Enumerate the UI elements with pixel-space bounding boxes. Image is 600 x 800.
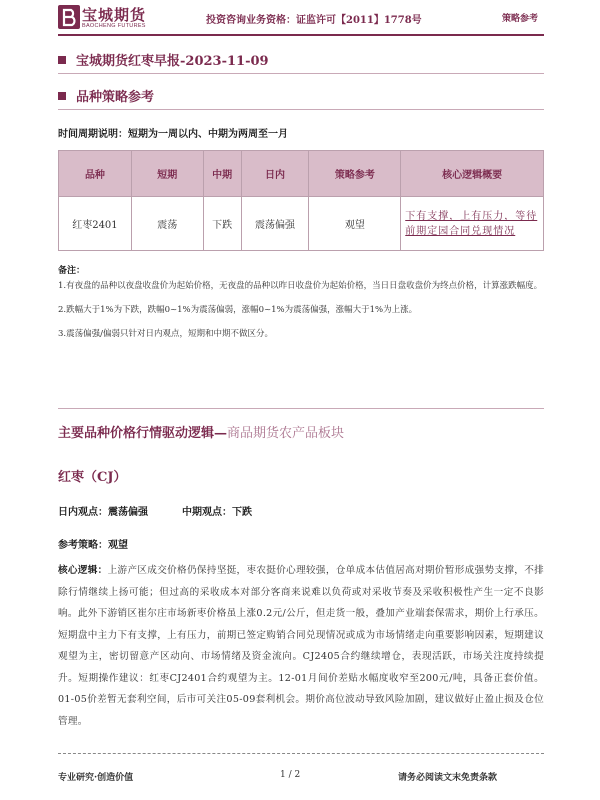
footer-slogan: 专业研究·创造价值 xyxy=(58,773,134,783)
intraday-view-label: 日内观点： xyxy=(58,507,108,518)
company-logo xyxy=(58,4,154,32)
mid-term-cell: 下跌 xyxy=(203,197,241,251)
column-header: 核心逻辑概要 xyxy=(401,151,544,197)
page-number: 1 / 2 xyxy=(280,770,301,780)
logo-text-cn: 宝城期货 xyxy=(82,6,147,24)
core-logic-paragraph xyxy=(58,560,544,732)
footer-dashed-divider xyxy=(58,753,544,754)
page-footer xyxy=(0,762,600,788)
strategy-label: 参考策略： xyxy=(58,540,108,551)
section-divider xyxy=(58,408,544,409)
intraday-cell: 震荡偏强 xyxy=(241,197,309,251)
short-term-cell: 震荡 xyxy=(131,197,203,251)
mid-view-label: 中期观点： xyxy=(182,507,232,518)
report-title: 宝城期货红枣早报-2023-11-09 xyxy=(58,50,269,69)
table-header-row xyxy=(59,151,544,197)
doc-type-label: 策略参考 xyxy=(502,14,539,24)
logo-text-en: BAOCHENG FUTURES xyxy=(82,23,146,29)
baocheng-logo-icon xyxy=(58,5,80,29)
section-title-strategy: 品种策略参考 xyxy=(58,86,154,105)
column-header: 品种 xyxy=(59,151,132,197)
commodity-title: 红枣（CJ） xyxy=(58,470,127,485)
square-bullet-icon xyxy=(58,92,66,100)
strategy-cell: 观望 xyxy=(309,197,401,251)
note-item: 2.跌幅大于1%为下跌，跌幅0~1%为震荡偏弱，涨幅0~1%为震荡偏强，涨幅大于1%为上涨。 xyxy=(58,305,418,315)
core-logic-label: 核心逻辑： xyxy=(58,565,108,576)
core-logic-link[interactable]: 下有支撑，上有压力，等待前期定园合同兑现情况 xyxy=(401,197,544,251)
strategy-line xyxy=(58,536,128,551)
column-header: 策略参考 xyxy=(309,151,401,197)
table-row xyxy=(59,197,544,251)
intraday-view-value: 震荡偏强 xyxy=(108,507,148,518)
mid-view-value: 下跌 xyxy=(232,507,252,518)
section-subtitle: 商品期货农产品板块 xyxy=(227,426,345,441)
notes-block xyxy=(58,264,544,351)
views-line xyxy=(58,503,252,518)
qualification-text: 投资咨询业务资格：证监许可【2011】1778号 xyxy=(206,15,422,26)
header-divider xyxy=(58,34,544,36)
section-title-drivers: 主要品种价格行情驱动逻辑—商品期货农产品板块 xyxy=(58,426,345,441)
section-divider xyxy=(58,109,544,110)
note-item: 3.震荡偏强/偏弱只针对日内观点，短期和中期不做区分。 xyxy=(58,329,273,339)
variety-cell: 红枣2401 xyxy=(59,197,132,251)
strategy-table xyxy=(58,150,544,251)
column-header: 中期 xyxy=(203,151,241,197)
period-note: 时间周期说明：短期为一周以内、中期为两周至一月 xyxy=(58,129,288,140)
column-header: 日内 xyxy=(241,151,309,197)
footer-disclaimer: 请务必阅读文末免责条款 xyxy=(398,773,498,783)
note-item: 1.有夜盘的品种以夜盘收盘价为起始价格，无夜盘的品种以昨日收盘价为起始价格，当日日盘收盘价为终点价格，计算涨跌幅度。 xyxy=(58,281,543,291)
page-header xyxy=(0,0,600,36)
strategy-value: 观望 xyxy=(108,540,128,551)
square-bullet-icon xyxy=(58,56,66,64)
title-divider xyxy=(58,73,544,74)
core-logic-text: 上游产区成交价格仍保持坚挺，枣农挺价心理较强，仓单成本估值居高对期价暂形成强势支撑，不排除行情继续上扬可能；但过高的采收成本对部分客商来说难以负荷或对采收节奏及采收积极性产生一定不良影响。此外下游销区崔尔庄市场新枣价格虽上涨0.2元/公斤，但走货一般，叠加产业端套保需求，期价上行承压。短期盘中主力下有支撑，上有压力，前期已签定购销合同兑现情况或成为市场情绪走向重要影响因素，短期建议观望为主，密切留意产区动向、市场情绪及资金流向。CJ2405合约继续增仓，表现活跃，市场关注度持续提升。短期操作建议：红枣CJ2401合约观望为主。12-01月间价差贴水幅度收窄至200元/吨，具备正套价值。01-05价差暂无套利空间，后市可关注05-09套利机会。期价高位波动导致风险加剧，建议做好止盈止损及仓位管理。 xyxy=(58,565,545,727)
column-header: 短期 xyxy=(131,151,203,197)
notes-title: 备注： xyxy=(58,266,86,276)
